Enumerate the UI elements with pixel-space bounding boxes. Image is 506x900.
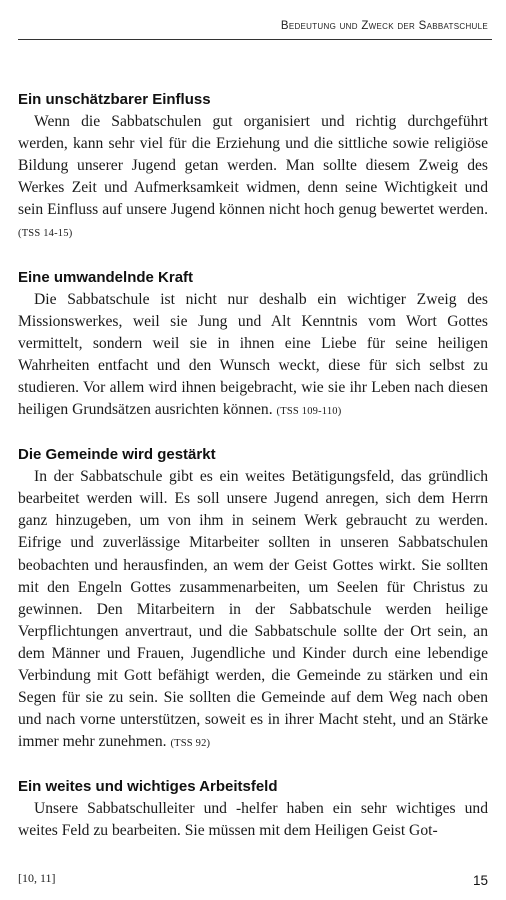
header-rule (18, 39, 492, 40)
page-number: 15 (472, 873, 488, 888)
section-heading: Eine umwandelnde Kraft (18, 268, 194, 286)
section-body (18, 289, 488, 424)
body-text: Die Sabbatschule ist nicht nur deshalb ein wichtiger Zweig des Missionswerkes, weil sie Jung und Alt Kenntnis vom Wort Gottes vermittelt, sondern weil sie in ihnen eine Liebe für seine heiligen Wahrheiten entfacht und den Wunsch weckt, diese für sich selbst zu studieren. Vor allem wird ihnen beigebracht, wie sie ihr Leben nach diesen heiligen Grundsätzen ausrichten können. (18, 290, 488, 419)
section-influence (18, 89, 488, 246)
source-reference: (TSS 92) (170, 738, 211, 750)
source-reference: (TSS 109-110) (276, 406, 342, 418)
source-reference: (TSS 14-15) (18, 228, 73, 240)
section-wide-field (18, 776, 488, 842)
section-transforming-power (18, 267, 488, 424)
footer-source-ref: [10, 11] (18, 871, 56, 885)
section-heading: Die Gemeinde wird gestärkt (18, 446, 216, 464)
section-body (18, 111, 488, 246)
body-text: In der Sabbatschule gibt es ein weites Betätigungsfeld, das gründlich bearbeitet werden will. Es soll unsere Jugend anregen, sich dem Herrn ganz hinzugeben, um von ihm in seinem Werk gebraucht zu werden. Eifrige und zuverlässige Mitarbeiter sollten in unseren Sabbatschulen beobachten und herausfinden, an wem der Geist Gottes wirkt. Sie sollten mit den Engeln Gottes zusammenarbeiten, um Seelen für Christus zu gewinnen. Den Mitarbeitern in der Sabbatschule werden heilige Verpflichtungen anvertraut, und die Sabbatschule sollte der Ort sein, an dem Männer und Frauen, Jugendliche und Kinder durch eine lebendige Verbindung mit Gott befähigt werden, die Gemeinde zu stärken und ein Segen für sie zu sein. Sie sollten die Gemeinde auf dem Weg nach oben und nach vorne unterstützen, soweit es in ihrer Macht steht, und an Stärke immer mehr zunehmen. (18, 468, 488, 751)
running-head: Bedeutung und Zweck der Sabbatschule (280, 20, 488, 32)
section-body (18, 798, 488, 842)
body-text: Unsere Sabbatschulleiter und -helfer haben ein sehr wichtiges und weites Feld zu bearbeiten. Sie müssen mit dem Heiligen Geist Got- (18, 800, 488, 840)
body-text: Wenn die Sabbatschulen gut organisiert und richtig durchgeführt werden, kann sehr viel für die Erziehung und die sittliche sowie religiöse Bildung unserer Jugend getan werden. Man sollte diesem Zweig des Werkes Zeit und Aufmerksamkeit widmen, denn seine Wichtigkeit und sein Einfluss auf unsere Jugend können nicht hoch genug bewertet werden. (18, 113, 488, 219)
page-content (18, 89, 488, 843)
section-church-strengthened (18, 444, 488, 755)
section-heading: Ein unschätzbarer Einfluss (18, 91, 211, 108)
section-heading: Ein weites und wichtiges Arbeitsfeld (18, 778, 278, 796)
section-body (18, 466, 488, 755)
